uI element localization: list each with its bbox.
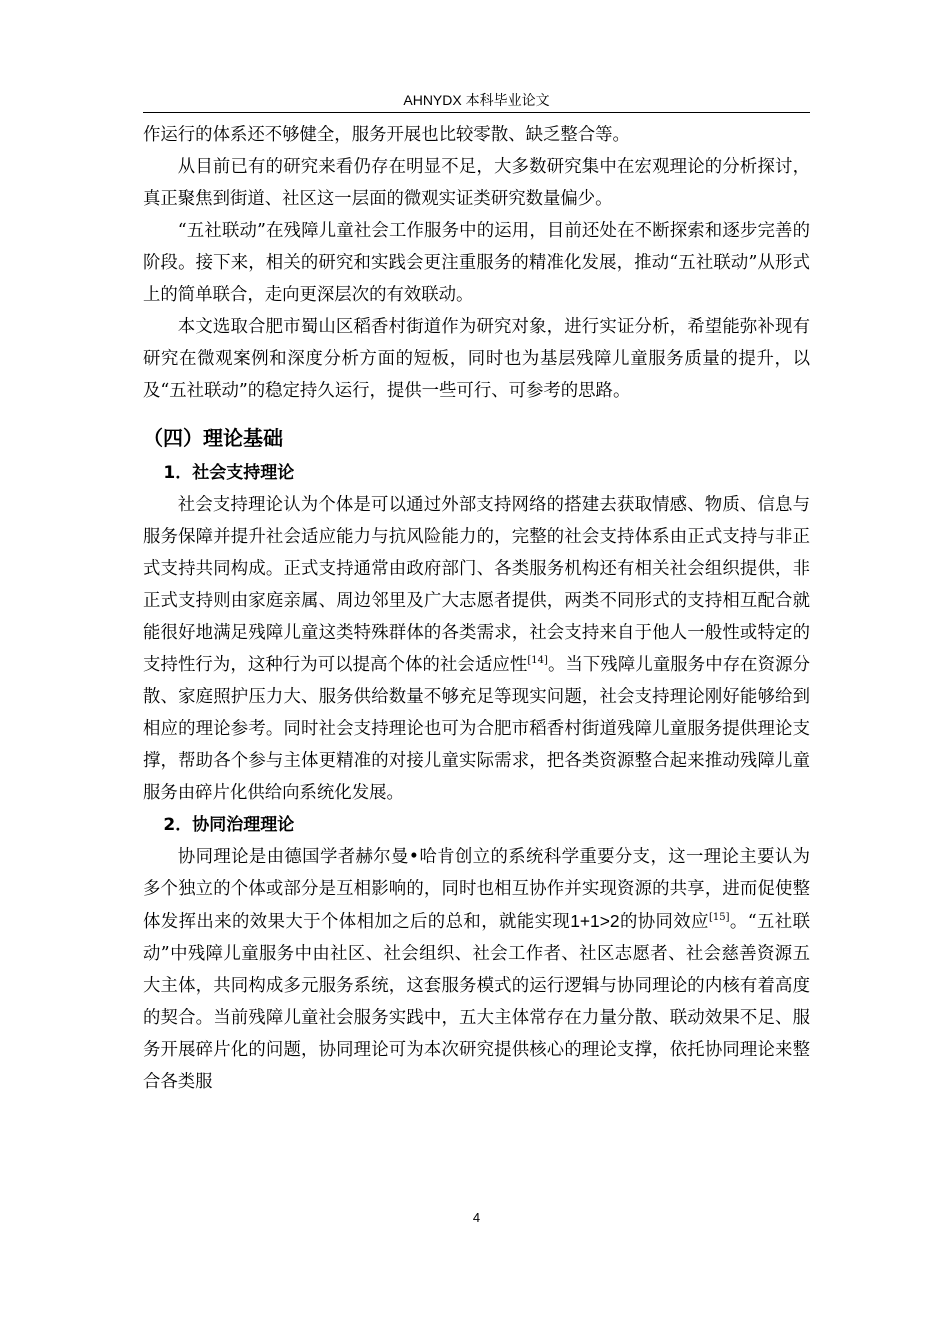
header-rule [143, 112, 810, 113]
subheading-collaborative-governance: 2．协同治理理论 [163, 815, 295, 835]
paragraph-study-object: 本文选取合肥市蜀山区稻香村街道作为研究对象，进行实证分析，希望能弥补现有研究在微观案例和深度分析方面的短板，同时也为基层残障儿童服务质量的提升，以及“五社联动”的稳定持久运行，提供一些可行、可参考的思路。 [143, 317, 810, 401]
social-support-text-b: 。当下残障儿童服务中存在资源分散、家庭照护压力大、服务供给数量不够充足等现实问题，社会支持理论刚好能够给到相应的理论参考。同时社会支持理论也可为合肥市稻香村街道残障儿童服务提供理论支撑，帮助各个参与主体更精准的对接儿童实际需求，把各类资源整合起来推动残障儿童服务由碎片化供给向系统化发展。 [143, 655, 810, 803]
document-body [143, 119, 810, 1098]
paragraph-five-social-linkage: “五社联动”在残障儿童社会工作服务中的运用，目前还处在不断探索和逐步完善的阶段。接下来，相关的研究和实践会更注重服务的精准化发展，推动“五社联动”从形式上的简单联合，走向更深层次的有效联动。 [143, 221, 810, 305]
synergy-text-c: 。“五社联动”中残障儿童服务中由社区、社会组织、社会工作者、社区志愿者、社会慈善资源五大主体，共同构成多元服务系统，这套服务模式的运行逻辑与协同理论的内核有着高度的契合。当前残障儿童社会服务实践中，五大主体常存在力量分散、联动效果不足、服务开展碎片化的问题，协同理论可为本次研究提供核心的理论支撑，依托协同理论来整合各类服 [143, 912, 810, 1092]
paragraph-continuation: 作运行的体系还不够健全，服务开展也比较零散、缺乏整合等。 [143, 125, 630, 145]
synergy-formula: 1+1>2 [570, 911, 620, 931]
social-support-text-a: 社会支持理论认为个体是可以通过外部支持网络的搭建去获取情感、物质、信息与服务保障并提升社会适应能力与抗风险能力的，完整的社会支持体系由正式支持与非正式支持共同构成。正式支持通常由政府部门、各类服务机构还有相关社会组织提供，非正式支持则由家庭亲属、周边邻里及广大志愿者提供，两类不同形式的支持相互配合就能很好地满足残障儿童这类特殊群体的各类需求，社会支持来自于他人一般性或特定的支持性行为，这种行为可以提高个体的社会适应性 [143, 495, 810, 675]
synergy-text-a: 协同理论是由德国学者赫尔曼•哈肯创立的系统科学重要分支，这一理论主要认为多个独立的个体或部分是互相影响的，同时也相互协作并实现资源的共享，进而促使整体发挥出来的效果大于个体相加之后的总和，就能实现 [143, 847, 810, 932]
citation-15: [15] [708, 912, 730, 924]
paragraph-research-gap: 从目前已有的研究来看仍存在明显不足，大多数研究集中在宏观理论的分析探讨，真正聚焦到街道、社区这一层面的微观实证类研究数量偏少。 [143, 157, 810, 209]
running-header: AHNYDX 本科毕业论文 [403, 92, 550, 108]
section-heading-theory: （四）理论基础 [143, 426, 283, 450]
citation-14: [14] [527, 655, 548, 667]
paragraph-collaborative-governance [143, 841, 810, 1098]
synergy-text-b: 的协同效应 [619, 912, 709, 932]
page-number: 4 [472, 1210, 481, 1225]
subheading-social-support: 1．社会支持理论 [163, 463, 295, 483]
paragraph-social-support [143, 489, 810, 809]
